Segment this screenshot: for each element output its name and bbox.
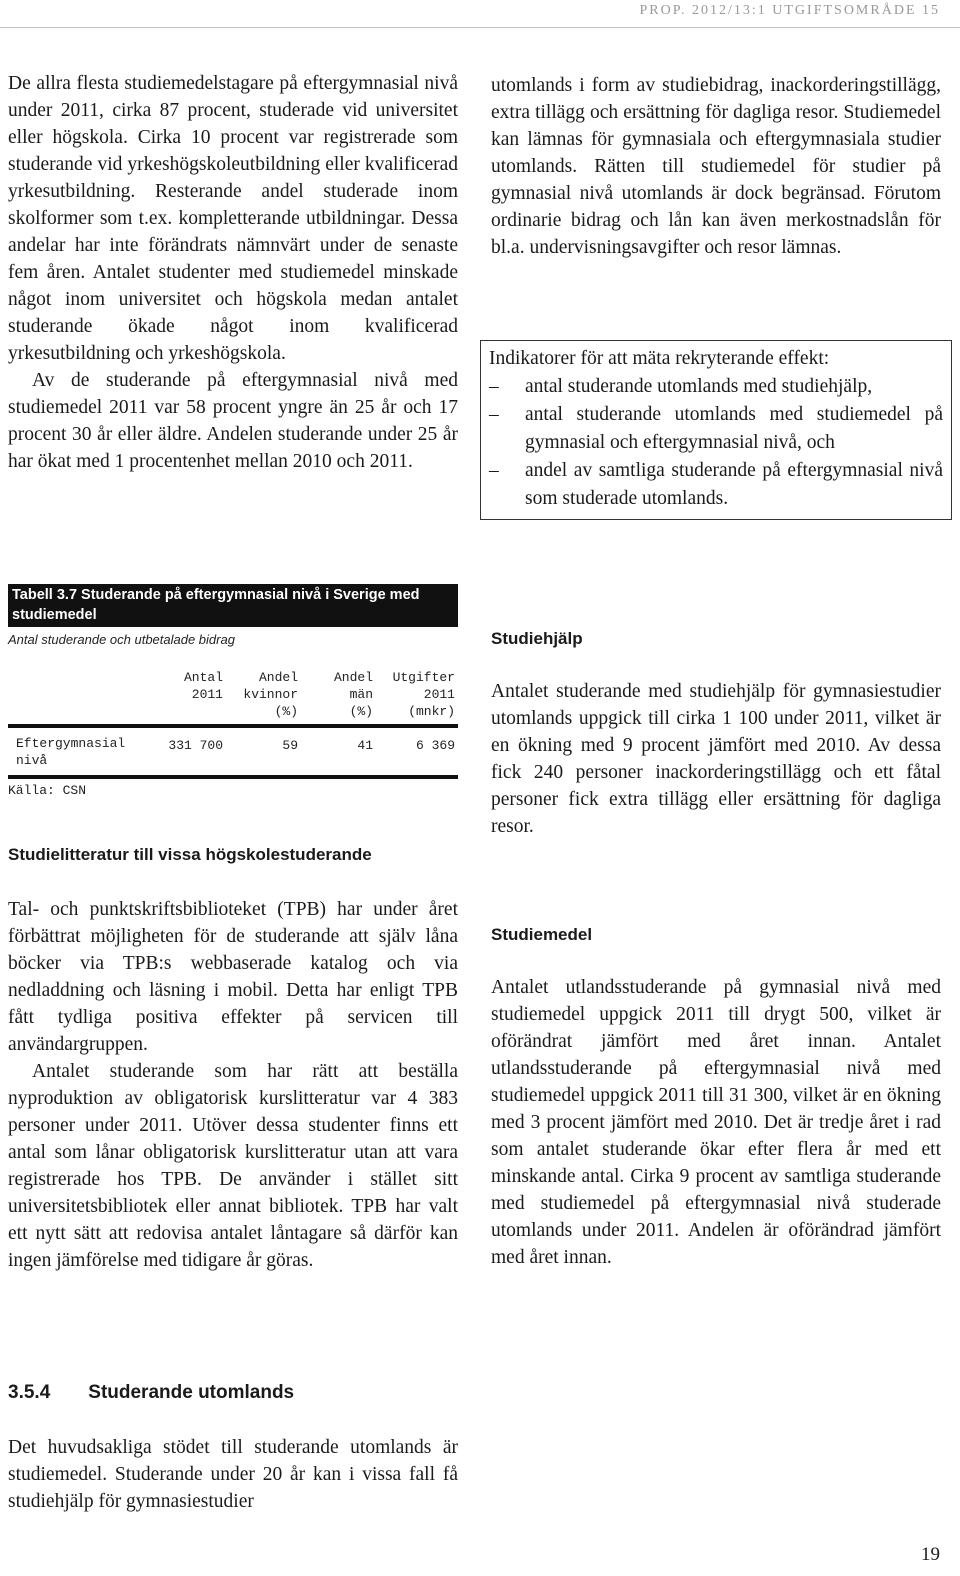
indicator-box-wrap bbox=[480, 340, 952, 520]
cell-andel-kvinnor: 59 bbox=[282, 738, 298, 753]
col-header-antal: Antal 2011 bbox=[183, 670, 223, 702]
cell-utgifter: 6 369 bbox=[415, 738, 455, 753]
studiemedel-heading-block bbox=[491, 924, 941, 946]
studiehjalp-heading: Studiehjälp bbox=[491, 629, 583, 648]
table-body bbox=[8, 647, 458, 797]
indicator-box bbox=[480, 340, 952, 520]
table-rule-top bbox=[8, 724, 458, 728]
dash-icon: – bbox=[489, 404, 499, 425]
right-column-top bbox=[491, 72, 941, 261]
tpb-heading: Studielitteratur till vissa högskolestuderande bbox=[8, 845, 372, 864]
table-title: Tabell 3.7 Studerande på eftergymnasial nivå i Sverige med studiemedel bbox=[8, 584, 458, 627]
section-heading bbox=[8, 1382, 458, 1404]
dash-icon: – bbox=[489, 376, 499, 397]
left-paragraph-1: De allra flesta studiemedelstagare på eftergymnasial nivå under 2011, cirka 87 procent, studerade vid universitet eller högskola. Cirka 10 procent var registrerade som studerande vid yrkeshögskoleutbildning eller kvalificerad yrkesutbildning. Resterande andel studerade inom skolformer som t.ex. kompletterande utbildningar. Dessa andelar har inte förändrats nämnvärt under de senaste fem åren. Antalet studenter med studiemedel minskade något inom universitet och högskola medan antalet studerande ökade något inom kvalificerad yrkesutbildning och yrkeshögskola. bbox=[8, 73, 458, 364]
section-number: 3.5.4 bbox=[8, 1382, 51, 1403]
indicator-item: – antal studerande utomlands med studiemedel på gymnasial och eftergymnasial nivå, och bbox=[489, 401, 943, 457]
right-paragraph-2: Antalet studerande med studiehjälp för gymnasiestudier utomlands uppgick till cirka 1 100 under 2011, vilket är en ökning med 9 procent jämfört med 2010. Av dessa fick 240 personer inackorderingstillägg och ett fåtal personer fick extra tillägg eller ersättning för dagliga resor. bbox=[491, 681, 941, 837]
right-paragraph-3: Antalet utlandsstuderande på gymnasial nivå med studiemedel uppgick 2011 till drygt 500, vilket är oförändrat jämfört med året innan. Antalet utlandsstuderande på eftergymnasial nivå med studiemedel uppgick 2011 till 31 300, vilket är en ökning med 3 procent jämfört med 2010. Det är tredje året i rad som antalet studerande ökar efter flera år med ett minskande antal. Cirka 9 procent av samtliga studerande med studiemedel på eftergymnasial nivå studerade utomlands under 2011. Andelen är oförändrad jämfört med året innan. bbox=[491, 977, 941, 1268]
studiehjalp-heading-block bbox=[491, 628, 941, 650]
indicator-item: – andel av samtliga studerande på eftergymnasial nivå som studerade utomlands. bbox=[489, 457, 943, 513]
left-paragraph-5: Det huvudsakliga stödet till studerande utomlands är studiemedel. Studerande under 20 år kan i vissa fall få studiehjälp för gymnasiestudier bbox=[8, 1437, 458, 1512]
running-header: PROP. 2012/13:1 UTGIFTSOMRÅDE 15 bbox=[639, 3, 940, 18]
table-subtitle: Antal studerande och utbetalade bidrag bbox=[8, 632, 235, 647]
studiemedel-heading: Studiemedel bbox=[491, 925, 593, 944]
page-number: 19 bbox=[921, 1544, 940, 1565]
table-3-7 bbox=[8, 584, 458, 797]
table-source: Källa: CSN bbox=[8, 783, 87, 798]
cell-andel-man: 41 bbox=[357, 738, 373, 753]
left-column bbox=[8, 70, 458, 475]
dash-icon: – bbox=[489, 460, 499, 481]
indicator-intro: Indikatorer för att mäta rekryterande effekt: bbox=[489, 348, 830, 369]
tpb-text bbox=[8, 896, 458, 1274]
right-paragraph-1: utomlands i form av studiebidrag, inackorderingstillägg, extra tillägg och ersättning för dagliga resor. Studiemedel kan lämnas för gymnasiala och eftergymnasiala studier utomlands. Rätten till studiemedel för studier på gymnasial nivå utomlands är dock begränsad. Förutom ordinarie bidrag och lån kan även merkostnadslån för bl.a. undervisningsavgifter och resor lämnas. bbox=[491, 75, 941, 258]
row-label: Eftergymnasial nivå bbox=[16, 736, 126, 768]
header-rule bbox=[0, 27, 960, 28]
col-header-utgifter: Utgifter 2011 (mnkr) bbox=[392, 670, 455, 719]
indicator-item: – antal studerande utomlands med studiehjälp, bbox=[489, 373, 943, 401]
col-header-andel-man: Andel män (%) bbox=[333, 670, 373, 719]
section-text bbox=[8, 1434, 458, 1515]
tpb-heading-block bbox=[8, 844, 458, 866]
studiehjalp-text bbox=[491, 678, 941, 840]
cell-antal: 331 700 bbox=[168, 738, 223, 753]
left-paragraph-4: Antalet studerande som har rätt att beställa nyproduktion av obligatorisk kurslitteratur var 4 383 personer under 2011. Utöver dessa studenter finns ett antal som lånar obligatorisk kurslitteratur utan att vara registrerade hos TPB. De använder i stället sitt universitetsbibliotek eller annat bibliotek. TPB har valt ett nytt sätt att redovisa antalet låntagare så därför kan ingen jämförelse med tidigare år göras. bbox=[8, 1061, 458, 1271]
left-paragraph-2: Av de studerande på eftergymnasial nivå med studiemedel 2011 var 58 procent yngre än 25 år och 17 procent 30 år eller äldre. Andelen studerande under 25 år har ökat med 1 procentenhet mellan 2010 och 2011. bbox=[8, 370, 458, 472]
left-paragraph-3: Tal- och punktskriftsbiblioteket (TPB) har under året förbättrat möjligheten för de studerande att själv låna böcker via TPB:s webbaserade katalog och via nedladdning och läsning i mobil. Detta har enligt TPB fått tydliga positiva effekter på servicen till användargruppen. bbox=[8, 899, 458, 1055]
studiemedel-text bbox=[491, 974, 941, 1271]
table-rule-bottom bbox=[8, 775, 458, 779]
col-header-andel-kvinnor: Andel kvinnor (%) bbox=[243, 670, 298, 719]
indicator-list bbox=[489, 373, 943, 513]
section-title: Studerande utomlands bbox=[88, 1382, 295, 1403]
